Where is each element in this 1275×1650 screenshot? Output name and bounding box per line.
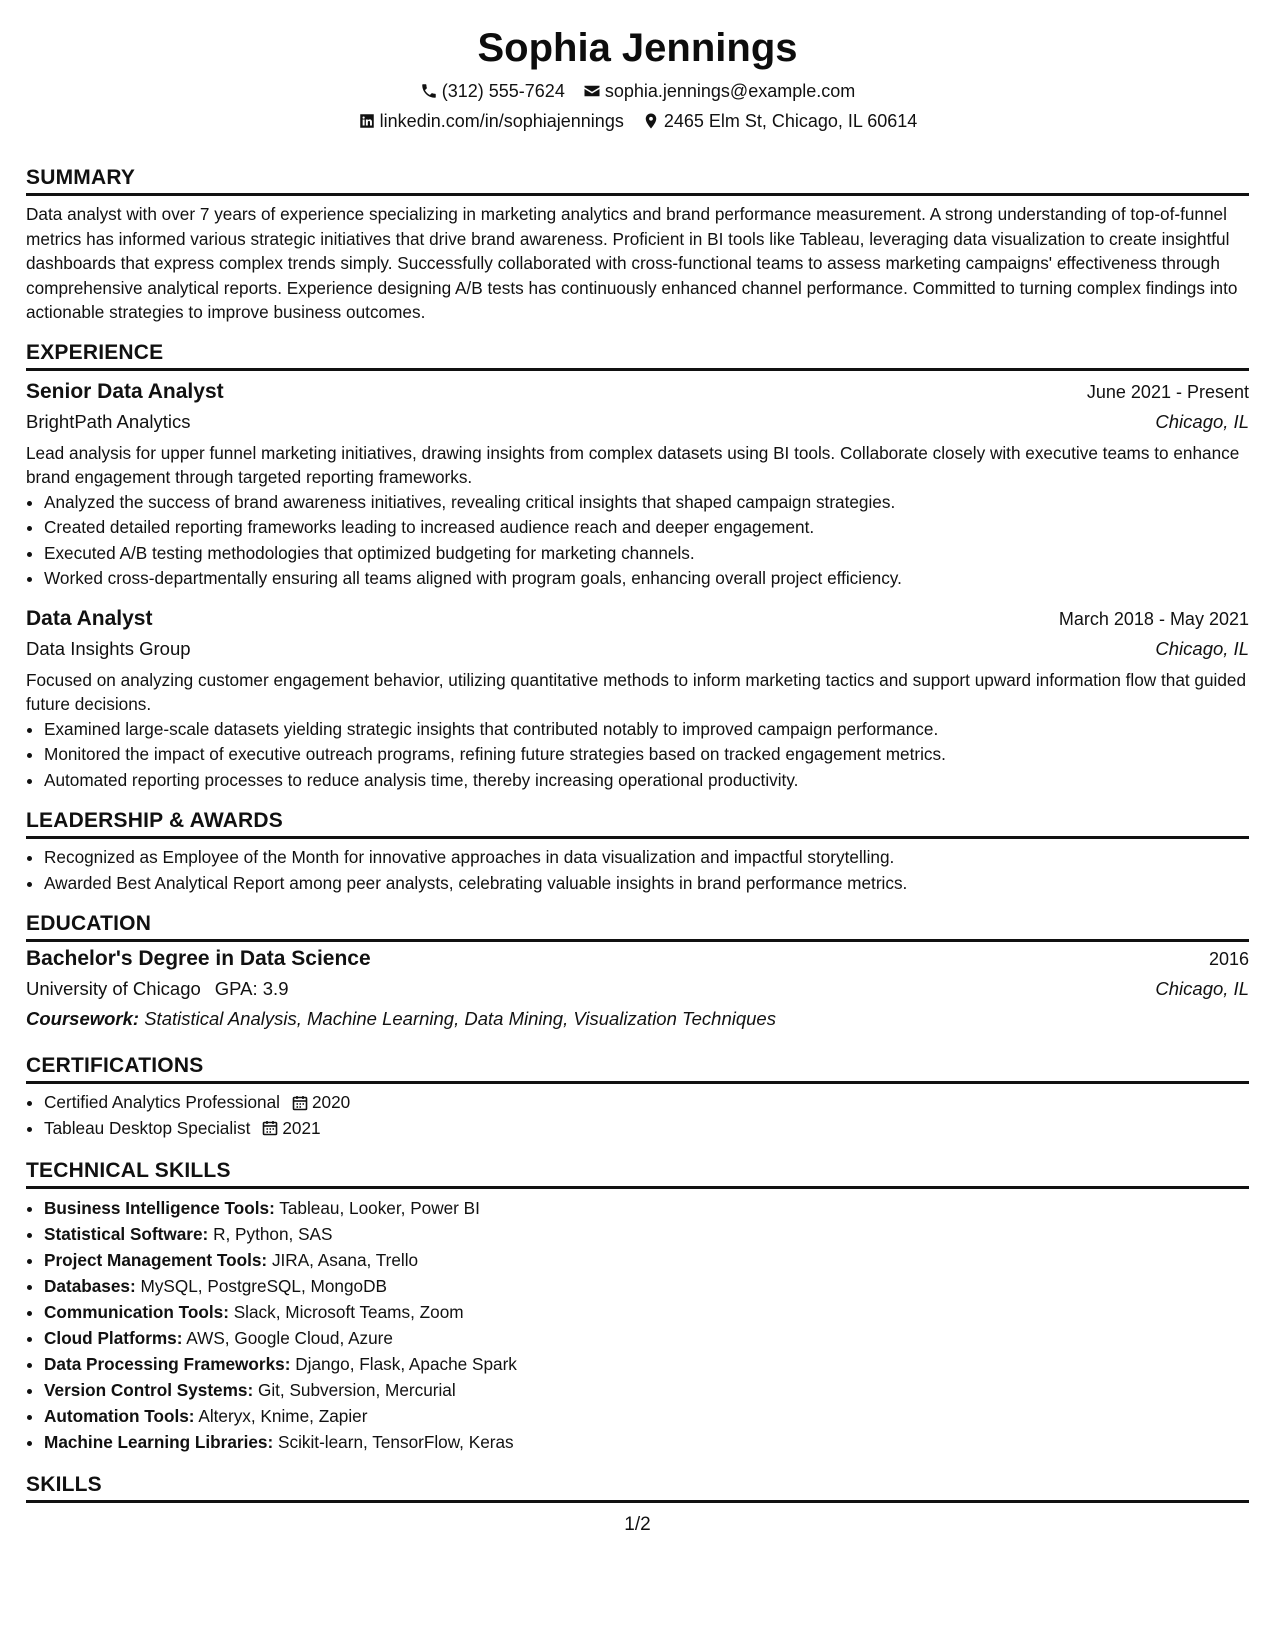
list-item (44, 1429, 1249, 1455)
skill-category: Machine Learning Libraries: (44, 1432, 274, 1452)
map-pin-icon (642, 112, 660, 130)
school-location: Chicago, IL (1155, 978, 1249, 999)
degree-name: Bachelor's Degree in Data Science (26, 947, 371, 970)
certifications-list (26, 1090, 1249, 1141)
section-title-summary: SUMMARY (26, 164, 1249, 196)
company-name: BrightPath Analytics (26, 410, 191, 432)
certification-name: • Tableau Desktop Specialist (44, 1117, 251, 1138)
section-title-skills: SKILLS (26, 1471, 1249, 1503)
list-item (44, 1325, 1249, 1351)
awards-list (26, 845, 1249, 896)
section-title-awards: LEADERSHIP & AWARDS (26, 807, 1249, 839)
certifications-section (26, 1052, 1249, 1141)
job-description: Focused on analyzing customer engagement behavior, utilizing quantitative methods to inform marketing tactics and support upward information flow that guided future decisions. (26, 669, 1247, 714)
list-item: • Examined large-scale datasets yielding strategic insights that contributed notably to improved campaign performance. (44, 717, 1249, 743)
skill-category: Cloud Platforms: (44, 1328, 183, 1348)
phone-contact (420, 76, 565, 106)
job-dates: June 2021 - Present (1086, 381, 1249, 402)
skill-category: Communication Tools: (44, 1302, 229, 1322)
list-item: • Analyzed the success of brand awareness initiatives, revealing critical insights that shaped campaign strategies. (44, 490, 1249, 516)
job-dates: March 2018 - May 2021 (1058, 608, 1249, 629)
gpa: GPA: 3.9 (214, 978, 289, 999)
list-item: • Created detailed reporting frameworks leading to increased audience reach and deeper engagement. (44, 515, 1249, 541)
job-bullets (26, 717, 1249, 794)
calendar-icon (262, 1120, 278, 1136)
list-item: • Worked cross-departmentally ensuring all teams aligned with program goals, enhancing overall project efficiency. (44, 566, 1249, 592)
job-title: Senior Data Analyst (26, 379, 224, 403)
list-item: • Awarded Best Analytical Report among peer analysts, celebrating valuable insights in brand performance metrics. (44, 871, 1249, 897)
list-item: • Executed A/B testing methodologies that optimized budgeting for marketing channels. (44, 541, 1249, 567)
candidate-name: Sophia Jennings (477, 26, 798, 70)
address-contact (642, 106, 918, 136)
list-item (44, 1377, 1249, 1403)
job-description: Lead analysis for upper funnel marketing initiatives, drawing insights from complex datasets using BI tools. Collaborate closely with executive teams to enhance brand engagement through targeted reporting frameworks. (26, 442, 1240, 487)
skill-values: Slack, Microsoft Teams, Zoom (233, 1302, 464, 1322)
skills-section (26, 1471, 1249, 1503)
awards-section (26, 807, 1249, 896)
summary-section (26, 164, 1249, 325)
phone-number: (312) 555-7624 (441, 81, 565, 101)
certification-name: • Certified Analytics Professional (44, 1092, 280, 1112)
skill-values: R, Python, SAS (213, 1224, 333, 1244)
linkedin-icon (358, 112, 376, 130)
section-title-education: EDUCATION (26, 910, 1249, 942)
list-item (44, 1221, 1249, 1247)
contact-line-2 (26, 106, 1249, 136)
section-title-certifications: CERTIFICATIONS (26, 1052, 1249, 1084)
education-section (26, 910, 1249, 1034)
skill-values: Django, Flask, Apache Spark (295, 1354, 517, 1374)
job-location: Chicago, IL (1155, 410, 1249, 432)
envelope-icon (583, 82, 601, 100)
coursework-list: Statistical Analysis, Machine Learning, Data Mining, Visualization Techniques (144, 1008, 776, 1029)
skill-category: Business Intelligence Tools: (44, 1198, 275, 1218)
job-entry (26, 604, 1249, 794)
company-name: Data Insights Group (26, 637, 191, 659)
skill-values: Alteryx, Knime, Zapier (198, 1406, 368, 1426)
skill-values: Scikit-learn, TensorFlow, Keras (278, 1432, 514, 1452)
school-name: University of Chicago (26, 978, 201, 999)
skill-category: Project Management Tools: (44, 1250, 268, 1270)
skill-values: Git, Subversion, Mercurial (257, 1380, 456, 1400)
section-title-experience: EXPERIENCE (26, 339, 1249, 371)
certification-year: 2021 (282, 1117, 321, 1138)
skill-values: MySQL, PostgreSQL, MongoDB (140, 1276, 387, 1296)
phone-icon (420, 82, 438, 100)
list-item (44, 1351, 1249, 1377)
list-item (44, 1090, 1249, 1116)
list-item (44, 1247, 1249, 1273)
graduation-year: 2016 (1208, 949, 1249, 969)
list-item (44, 1195, 1249, 1221)
list-item (44, 1273, 1249, 1299)
skill-values: AWS, Google Cloud, Azure (186, 1328, 393, 1348)
calendar-icon (292, 1095, 308, 1111)
resume-content (26, 22, 1249, 1503)
skill-category: Version Control Systems: (44, 1380, 254, 1400)
summary-text: Data analyst with over 7 years of experience specializing in marketing analytics and brand performance measurement. A strong understanding of top-of-funnel metrics has informed various strategic initiatives that drive brand awareness. Proficient in BI tools like Tableau, leveraging data visualization to create insightful dashboards that express complex trends simply. Successfully collaborated with cross-functional teams to assess marketing campaigns' effectiveness through comprehensive analytical reports. Experience designing A/B tests has continuously enhanced channel performance. Committed to turning complex findings into actionable strategies to improve business outcomes. (26, 204, 1238, 322)
skill-values: JIRA, Asana, Trello (271, 1250, 419, 1270)
street-address: 2465 Elm St, Chicago, IL 60614 (663, 111, 918, 131)
section-title-technical-skills: TECHNICAL SKILLS (26, 1157, 1249, 1189)
technical-skills-section (26, 1157, 1249, 1455)
job-location: Chicago, IL (1155, 637, 1249, 659)
contact-line-1 (26, 76, 1249, 106)
linkedin-contact (358, 106, 624, 136)
list-item: • Monitored the impact of executive outreach programs, refining future strategies based on tracked engagement metrics. (44, 742, 1249, 768)
job-bullets (26, 490, 1249, 592)
coursework-label: Coursework: (26, 1008, 140, 1029)
skill-category: Data Processing Frameworks: (44, 1354, 291, 1374)
page-number: 1/2 (624, 1514, 651, 1535)
linkedin-url[interactable]: linkedin.com/in/sophiajennings (379, 111, 624, 131)
school-info (26, 974, 289, 1004)
technical-skills-list (26, 1195, 1249, 1455)
job-entry (26, 377, 1249, 592)
list-item: • Recognized as Employee of the Month for innovative approaches in data visualization and impactful storytelling. (44, 845, 1249, 871)
email-address[interactable]: sophia.jennings@example.com (604, 81, 856, 101)
skill-category: Statistical Software: (44, 1224, 209, 1244)
email-contact (583, 76, 855, 106)
certification-year: 2020 (311, 1092, 351, 1112)
job-title: Data Analyst (26, 606, 153, 630)
list-item (44, 1116, 1249, 1142)
list-item: • Automated reporting processes to reduce analysis time, thereby increasing operational productivity. (44, 768, 1249, 794)
skill-values: Tableau, Looker, Power BI (279, 1198, 480, 1218)
coursework (26, 1004, 1249, 1034)
list-item (44, 1403, 1249, 1429)
list-item (44, 1299, 1249, 1325)
experience-section (26, 339, 1249, 794)
skill-category: Databases: (44, 1276, 136, 1296)
skill-category: Automation Tools: (44, 1406, 195, 1426)
